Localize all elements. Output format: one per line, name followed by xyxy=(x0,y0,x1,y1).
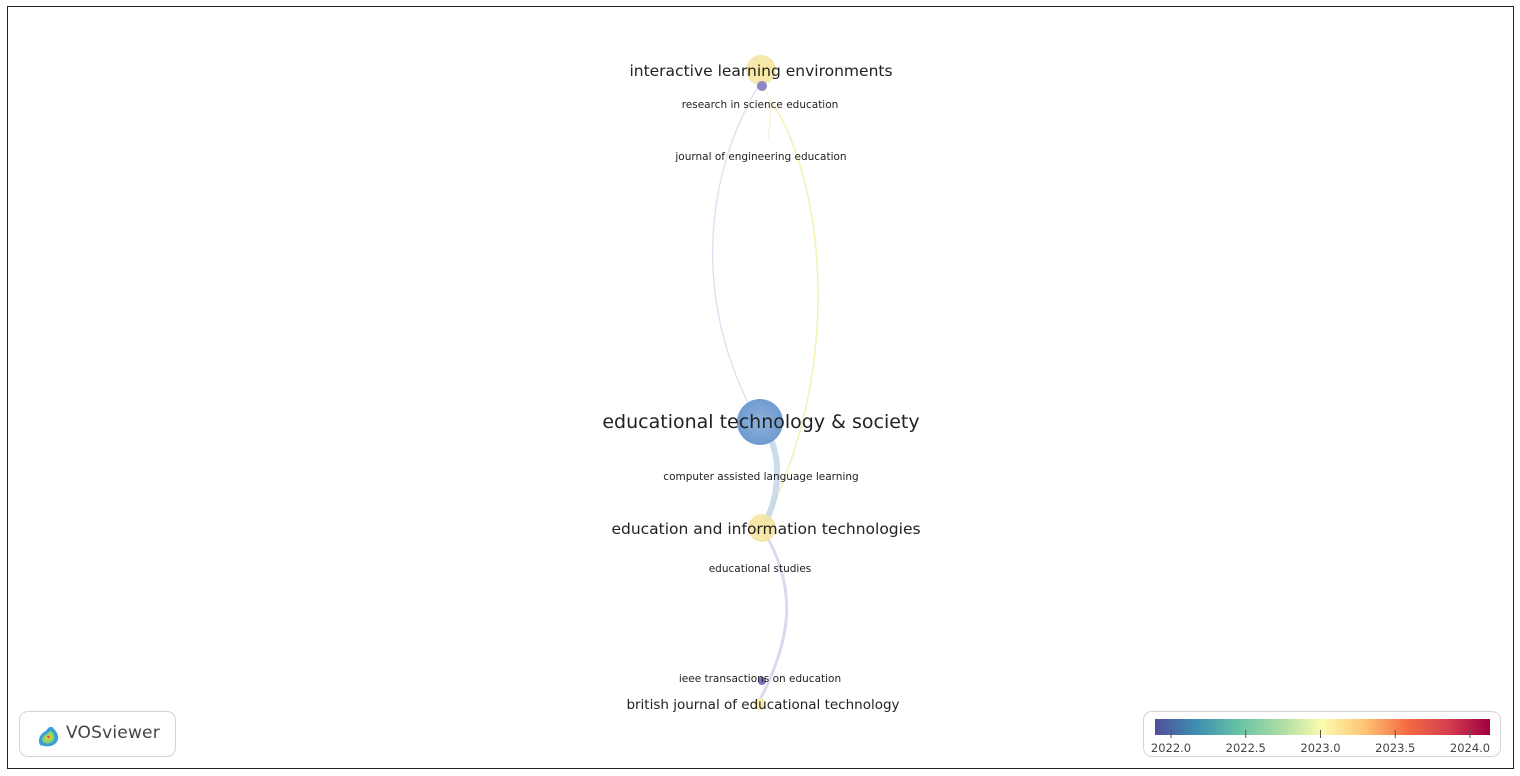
color-legend xyxy=(1143,711,1501,757)
legend-scale xyxy=(1144,712,1502,758)
legend-gradient-bar xyxy=(1155,719,1490,735)
label-education-and-information-technologies[interactable]: education and information technologies xyxy=(611,520,921,538)
vosviewer-logo-icon xyxy=(34,721,62,749)
legend-tick-label: 2024.0 xyxy=(1449,741,1491,755)
label-educational-studies[interactable]: educational studies xyxy=(708,563,812,575)
label-journal-of-engineering-education[interactable]: journal of engineering education xyxy=(675,151,847,163)
legend-tick-label: 2022.5 xyxy=(1225,741,1266,755)
label-ieee-transactions-on-education[interactable]: ieee transactions on education xyxy=(678,673,842,685)
links-layer xyxy=(713,80,818,700)
label-computer-assisted-language-learning[interactable]: computer assisted language learning xyxy=(663,471,859,483)
node-research-in-science-education[interactable] xyxy=(757,81,767,91)
link-eit-ile-right xyxy=(762,100,818,528)
vosviewer-logo-text: VOSviewer xyxy=(66,723,160,743)
legend-tick-label: 2023.0 xyxy=(1300,741,1341,755)
link-ets-ile-left xyxy=(713,80,762,420)
legend-tick-label: 2022.0 xyxy=(1150,741,1192,755)
label-research-in-science-education[interactable]: research in science education xyxy=(681,99,839,111)
link-ile-rse xyxy=(762,86,771,140)
labels-layer xyxy=(602,62,920,713)
label-interactive-learning-environments[interactable]: interactive learning environments xyxy=(629,62,893,80)
label-educational-technology-society[interactable]: educational technology & society xyxy=(602,411,920,433)
label-british-journal-of-educational-technology[interactable]: british journal of educational technology xyxy=(626,697,900,713)
legend-tick-label: 2023.5 xyxy=(1375,741,1416,755)
vosviewer-logo-box xyxy=(19,711,176,757)
